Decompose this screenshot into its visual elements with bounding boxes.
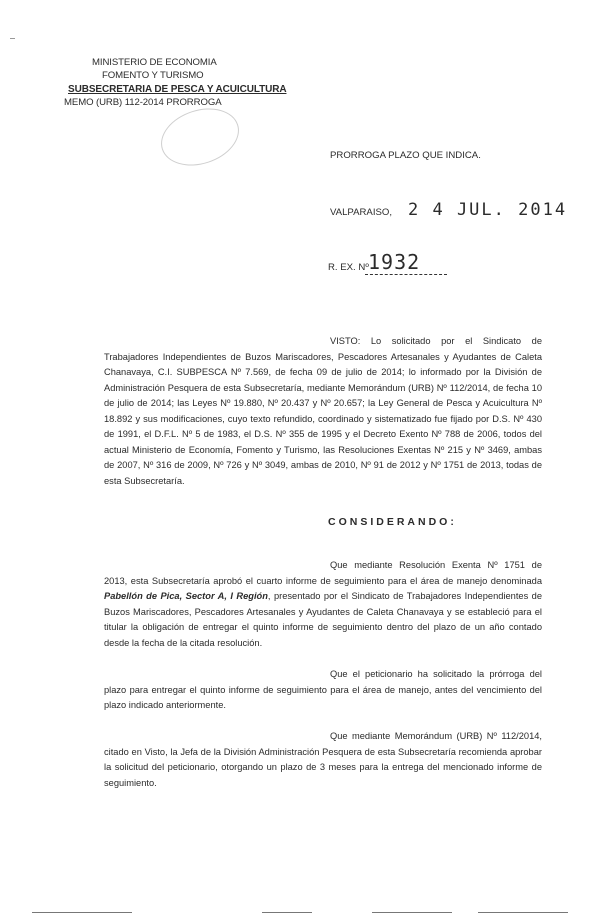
considerando-paragraph-2 [104,667,542,714]
footer-rule [262,912,312,913]
scan-edge-mark [10,38,15,39]
considerando-1-text-a: Que mediante Resolución Exenta Nº 1751 de 2013, esta Subsecretaría aprobó el cuarto informe de seguimiento para el área de manejo denominada [104,560,542,586]
memo-reference: MEMO (URB) 112-2014 PRORROGA [64,97,222,108]
office-stamp [154,99,247,175]
location: VALPARAISO, [330,207,393,218]
ministry-subtitle: FOMENTO Y TURISMO [102,70,204,81]
ministry-name: MINISTERIO DE ECONOMIA [92,57,217,68]
considerando-paragraph-1 [104,558,542,651]
resolution-label: R. EX. Nº [328,262,369,273]
footer-rule [478,912,568,913]
considerando-1-text-b: , presentado por el Sindicato de Trabajadores Independientes de Buzos Mariscadores, Pescadores Artesanales y Ayudantes de Caleta Chanavaya y se estableció para el titular la obligación de entregar el quinto informe de seguimiento dentro del plazo de un año contado desde la fecha de la citada resolución. [104,591,542,648]
undersecretariat-name: SUBSECRETARIA DE PESCA Y ACUICULTURA [68,84,287,95]
document-date: 2 4 JUL. 2014 [408,200,568,220]
footer-rule [32,912,132,913]
considerando-3-text: Que mediante Memorándum (URB) Nº 112/2014, citado en Visto, la Jefa de la División Administración Pesquera de esta Subsecretaría recomienda aprobar la solicitud del peticionario, otorgando un plazo de 3 meses para la entrega del mencionado informe de seguimiento. [104,731,542,788]
considerando-paragraph-3 [104,729,542,791]
document-subject: PRORROGA PLAZO QUE INDICA. [330,150,481,161]
considerando-2-text: Que el peticionario ha solicitado la prórroga del plazo para entregar el quinto informe de seguimiento para el área de manejo, antes del vencimiento del plazo indicado anteriormente. [104,669,542,710]
management-area-name: Pabellón de Pica, Sector A, I Región [104,591,268,601]
resolution-underline [365,274,447,275]
footer-rule [372,912,452,913]
considerando-heading: CONSIDERANDO: [328,516,457,528]
visto-paragraph [104,334,542,489]
visto-text: VISTO: Lo solicitado por el Sindicato de Trabajadores Independientes de Buzos Mariscadores, Pescadores Artesanales y Ayudantes de Caleta Chanavaya, C.I. SUBPESCA Nº 7.569, de fecha 09 de julio de 2014; lo informado por la División de Administración Pesquera de esta Subsecretaría, mediante Memorándum (URB) Nº 112/2014, de fecha 10 de julio de 2014; las Leyes Nº 19.880, Nº 20.437 y Nº 20.657; la Ley General de Pesca y Acuicultura Nº 18.892 y sus modificaciones, cuyo texto refundido, coordinado y sistematizado fue fijado por D.S. Nº 430 de 1991, el D.F.L. Nº 5 de 1983, el D.S. Nº 355 de 1995 y el Decreto Exento Nº 788 de 2006, todos del actual Ministerio de Economía, Fomento y Turismo, las Resoluciones Exentas Nº 215 y Nº 3469, ambas de 2007, Nº 316 de 2009, Nº 726 y Nº 3049, ambas de 2010, Nº 91 de 2012 y Nº 1751 de 2013, todas de esta Subsecretaría. [104,336,542,486]
resolution-number: 1932 [368,250,421,274]
